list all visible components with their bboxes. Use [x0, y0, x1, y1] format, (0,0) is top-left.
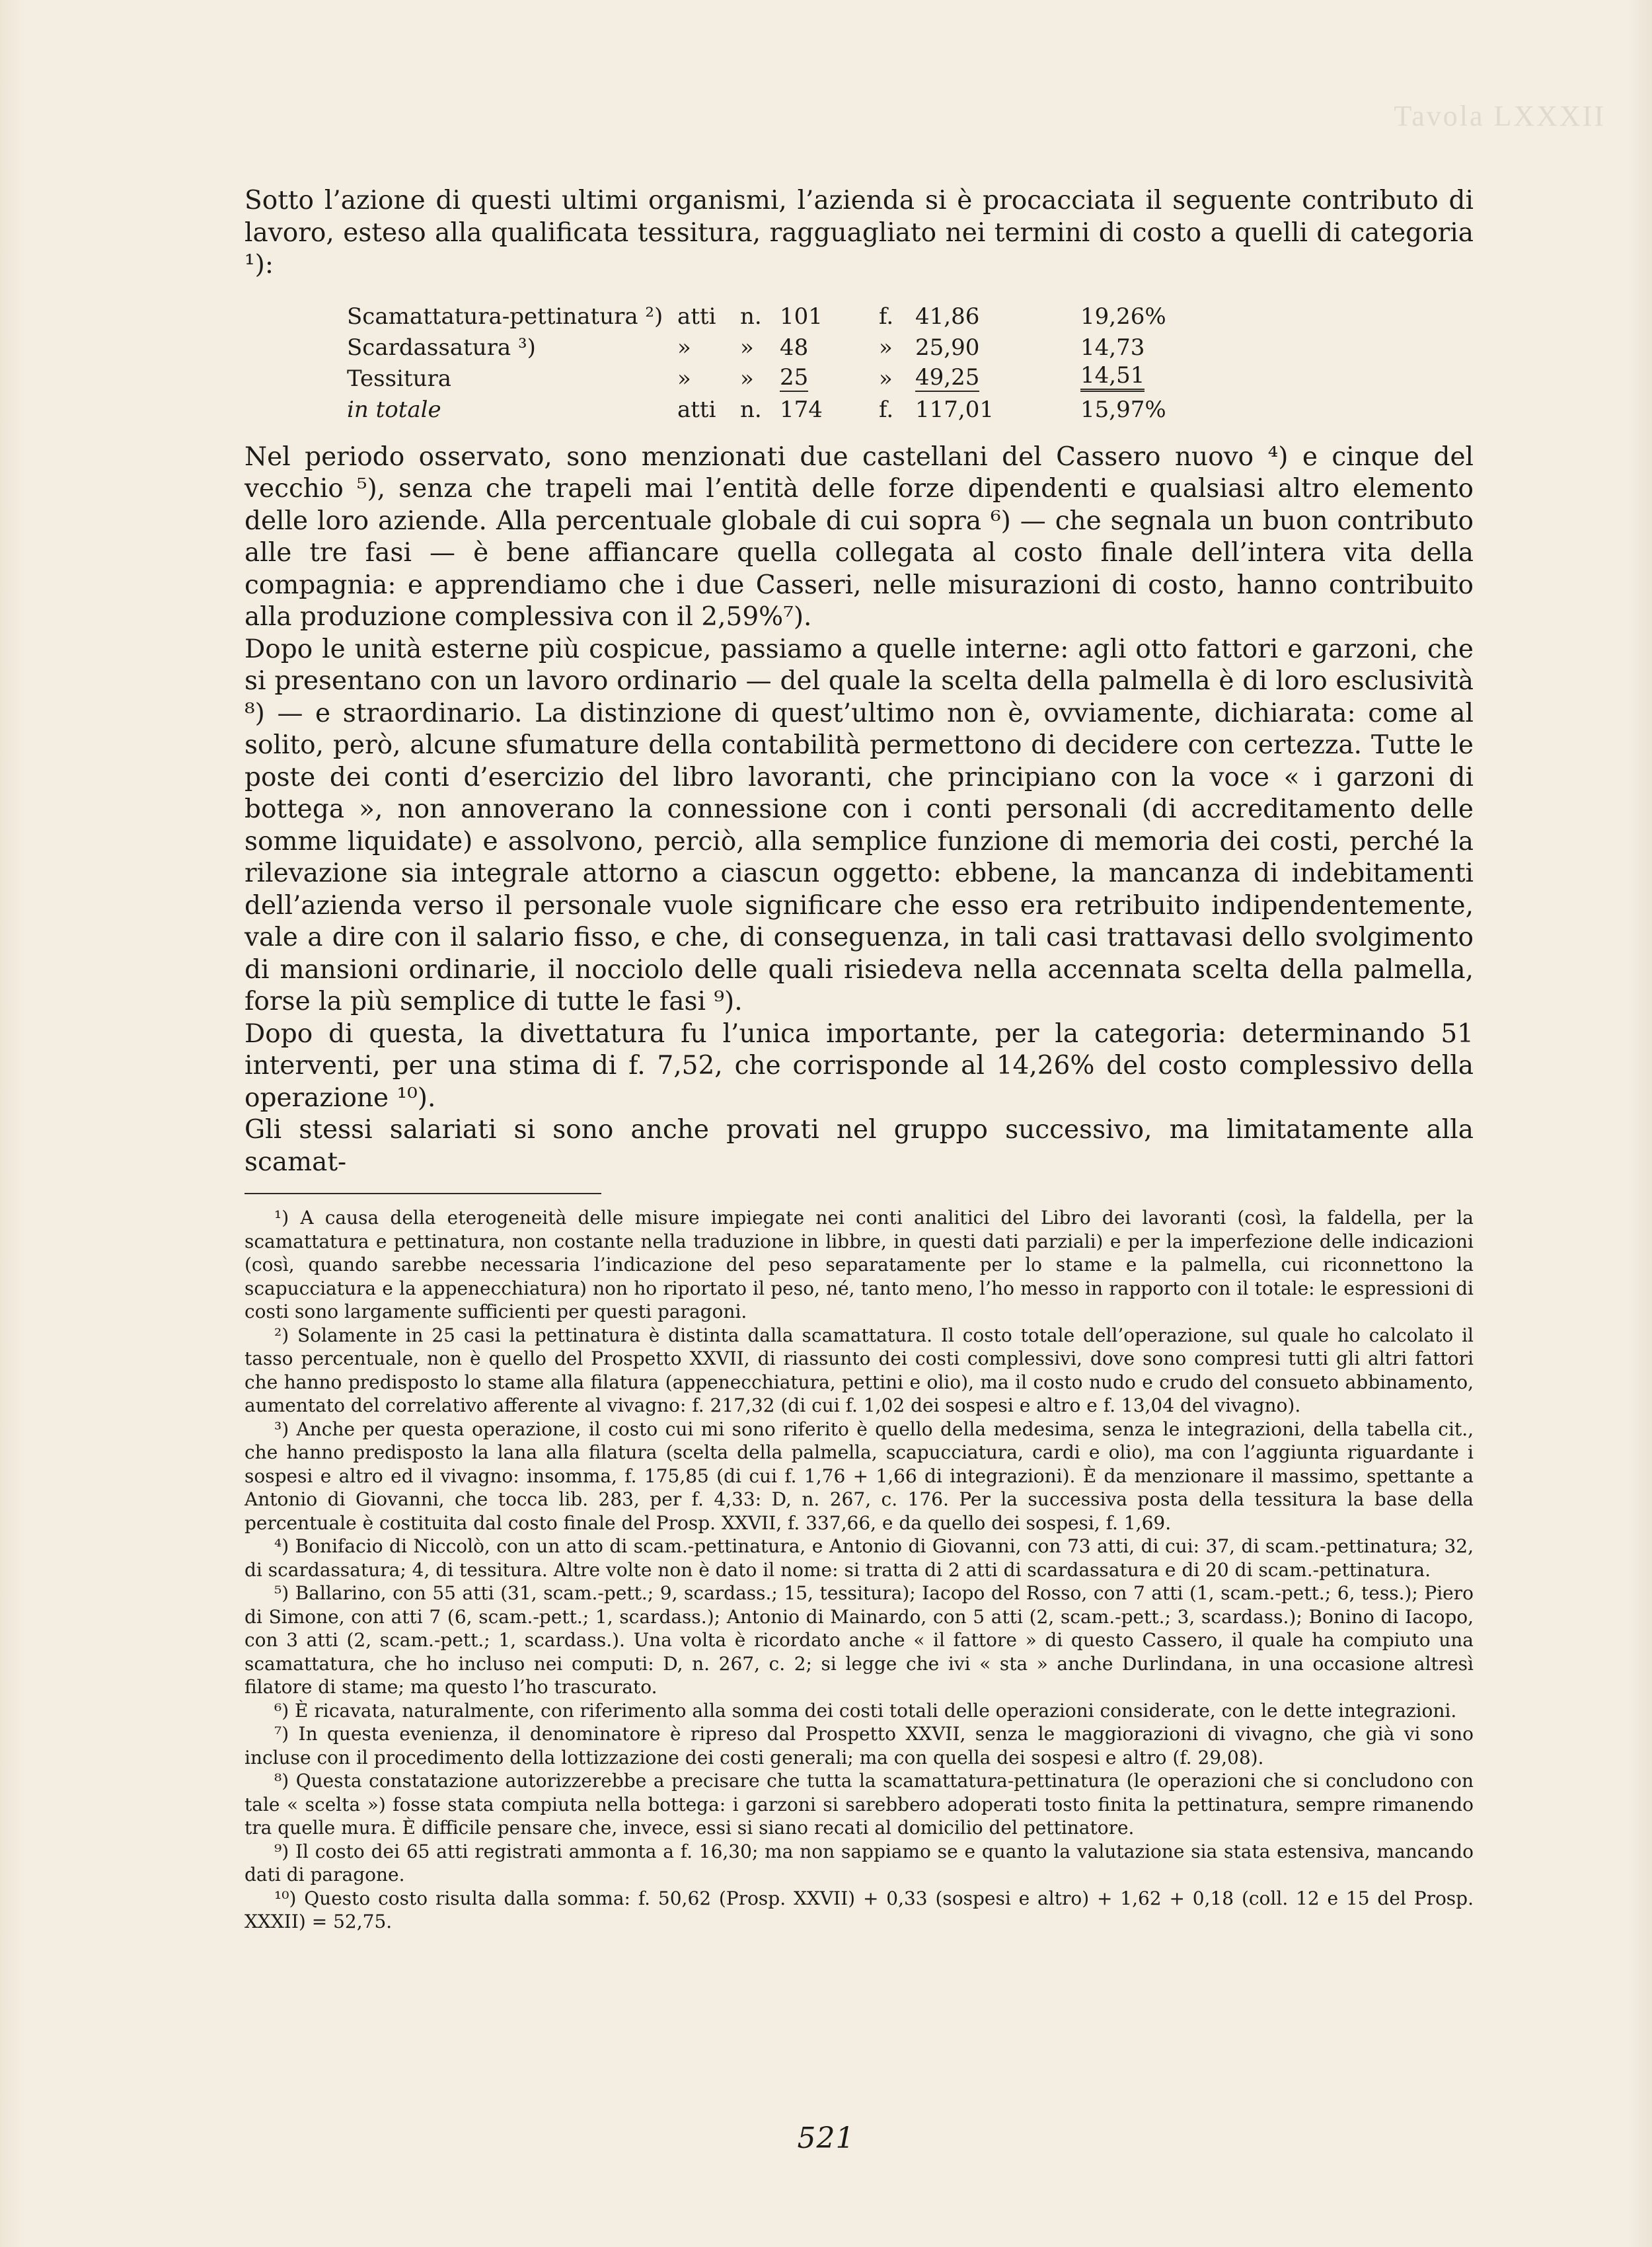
bleed-through-header: Tavola LXXXII: [1394, 100, 1606, 132]
footnote-4: ⁴) Bonifacio di Niccolò, con un atto di scam.-pettinatura, e Antonio di Giovanni, con 73 atti, di cui: 37, di scam.-pettinatura; 32, di scardassatura; 4, di tessitura. Altre volte non è dato il nome: si tratta di 2 atti di scardassatura e di 20 di scam.-pettinatura.: [244, 1535, 1474, 1581]
row-count: 25: [780, 363, 809, 391]
row-f: »: [879, 365, 893, 392]
row-count: 48: [780, 334, 809, 361]
footnote-7: ⁷) In questa evenienza, il denominatore è ripreso dal Prospetto XXVII, senza le maggiorazioni di vivagno, che già vi sono incluse con il procedimento della lottizzazione dei costi generali; ma con quella dei sospesi e altro (f. 29,08).: [244, 1723, 1474, 1769]
footnote-divider: [244, 1193, 601, 1194]
row-n: »: [740, 365, 754, 392]
row-atti: atti: [677, 303, 716, 330]
row-percent: 14,51: [1080, 362, 1145, 392]
table-row: [347, 361, 1199, 392]
total-amount: 117,01: [915, 396, 994, 423]
total-f: f.: [879, 396, 894, 423]
row-f: f.: [879, 303, 894, 330]
main-text: [244, 185, 1474, 1934]
row-n: »: [740, 334, 754, 361]
footnote-6: ⁶) È ricavata, naturalmente, con riferimento alla somma dei costi totali delle operazioni considerate, con le dette integrazioni.: [274, 1699, 1457, 1722]
row-name: Scardassatura ³): [347, 334, 536, 361]
row-amount: 41,86: [915, 303, 980, 330]
footnotes: [244, 1206, 1474, 1934]
row-atti: »: [677, 365, 691, 392]
footnote-1: ¹) A causa della eterogeneità delle misure impiegate nei conti analitici del Libro dei lavoranti (così, la faldella, per la scamattatura e pettinatura, non costante nella traduzione in libbre, in questi dati parziali) e per la imperfezione delle indicazioni (così, quando sarebbe necessaria l’indicazione del peso separatamente per lo stame e la palmella, cui riconnettono la scapucciatura e la appenecchiatura) non ho riportato il peso, né, tanto meno, l’ho messo in rapporto con il totale: le espressioni di costi sono largamente sufficienti per questi paragoni.: [244, 1207, 1474, 1322]
row-name: Scamattatura-pettinatura ²): [347, 303, 663, 330]
row-atti: »: [677, 334, 691, 361]
footnote-2: ²) Solamente in 25 casi la pettinatura è distinta dalla scamattatura. Il costo totale dell’operazione, sul quale ho calcolato il tasso percentuale, non è quello del Prospetto XXVII, di riassunto dei costi complessivi, dove sono compresi tutti gli altri fattori che hanno predisposto lo stame alla filatura (appenecchiatura, pettini e olio), ma il costo nudo e crudo del consueto abbinamento, aumentato del correlativo afferente al vivagno: f. 217,32 (di cui f. 1,02 dei sospesi e altro e f. 13,04 del vivagno).: [244, 1324, 1474, 1416]
total-percent: 15,97%: [1080, 396, 1166, 423]
paragraph-4: Dopo di questa, la divettatura fu l’unica importante, per la categoria: determinando 51 interventi, per una stima di f. 7,52, che corrisponde al 14,26% del costo complessivo della operazione ¹⁰).: [244, 1018, 1474, 1113]
table-total-row: [347, 392, 1199, 423]
row-count: 101: [780, 303, 823, 330]
table-row: [347, 299, 1199, 330]
row-percent: 14,73: [1080, 334, 1145, 361]
page-number: 521: [797, 2121, 855, 2155]
paragraph-1: Sotto l’azione di questi ultimi organismi, l’azienda si è procacciata il seguente contributo di lavoro, esteso alla qualificata tessitura, ragguagliato nei termini di costo a quelli di categoria ¹):: [244, 186, 1474, 280]
total-count: 174: [780, 396, 823, 423]
table-row: [347, 330, 1199, 361]
paragraph-5: Gli stessi salariati si sono anche provati nel gruppo successivo, ma limitatamente alla scamat-: [244, 1115, 1474, 1177]
row-percent: 19,26%: [1080, 303, 1166, 330]
row-n: n.: [740, 303, 762, 330]
footnote-3: ³) Anche per questa operazione, il costo cui mi sono riferito è quello della medesima, senza le integrazioni, della tabella cit., che hanno predisposto la lana alla filatura (scelta della palmella, scapucciatura, cardi e olio), ma con l’aggiunta riguardante i sospesi e altro ed il vivagno: insomma, f. 175,85 (di cui f. 1,76 + 1,66 di integrazioni). È da menzionare il massimo, spettante a Antonio di Giovanni, che tocca lib. 283, per f. 4,33: D, n. 267, c. 176. Per la successiva posta della tessitura la base della percentuale è costituita dal costo finale del Prosp. XXVII, f. 337,66, e da quello dei sospesi, f. 1,69.: [244, 1418, 1474, 1534]
row-f: »: [879, 334, 893, 361]
footnote-9: ⁹) Il costo dei 65 atti registrati ammonta a f. 16,30; ma non sappiamo se e quanto la valutazione sia stata estensiva, mancando dati di paragone.: [244, 1840, 1474, 1885]
row-name: Tessitura: [347, 365, 452, 392]
paragraph-3: Dopo le unità esterne più cospicue, passiamo a quelle interne: agli otto fattori e garzoni, che si presentano con un lavoro ordinario — del quale la scelta della palmella è di loro esclusività ⁸) — e straordinario. La distinzione di quest’ultimo non è, ovviamente, dichiarata: come al solito, però, alcune sfumature della contabilità permettono di decidere con certezza. Tutte le poste dei conti d’esercizio del libro lavoranti, che principiano con la voce « i garzoni di bottega », non annoverano la connessione con i conti personali (di accreditamento delle somme liquidate) e assolvono, perciò, alla semplice funzione di memoria dei costi, perché la rilevazione sia integrale attorno a ciascun oggetto: ebbene, la mancanza di indebitamenti dell’azienda verso il personale vuole significare che esso era retribuito indipendentemente, vale a dire con il salario fisso, e che, di conseguenza, in tali casi trattavasi dello svolgimento di mansioni ordinarie, il nocciolo delle quali risiedeva nella accennata scelta della palmella, forse la più semplice di tutte le fasi ⁹).: [244, 634, 1474, 1016]
total-n: n.: [740, 396, 762, 423]
row-amount: 49,25: [915, 363, 980, 391]
footnote-10: ¹⁰) Questo costo risulta dalla somma: f. 50,62 (Prosp. XXVII) + 0,33 (sospesi e altro) + 1,62 + 0,18 (coll. 12 e 15 del Prosp. XXXII) = 52,75.: [244, 1887, 1474, 1932]
footnote-5: ⁵) Ballarino, con 55 atti (31, scam.-pett.; 9, scardass.; 15, tessitura); Iacopo del Rosso, con 7 atti (1, scam.-pett.; 6, tess.); Piero di Simone, con atti 7 (6, scam.-pett.; 1, scardass.); Antonio di Mainardo, con 5 atti (2, scam.-pett.; 3, scardass.); Bonino di Iacopo, con 3 atti (2, scam.-pett.; 1, scardass.). Una volta è ricordato anche « il fattore » di questo Cassero, il quale ha compiuto una scamattatura, che ho incluso nei computi: D, n. 267, c. 2; si legge che ivi « sta » anche Durlindana, in una occasione altresì filatore di stame; ma questo l’ho trascurato.: [244, 1582, 1474, 1698]
row-amount: 25,90: [915, 334, 980, 361]
total-atti: atti: [677, 396, 716, 423]
cost-table: [347, 299, 1199, 423]
footnote-8: ⁸) Questa constatazione autorizzerebbe a precisare che tutta la scamattatura-pettinatura (le operazioni che si concludono con tale « scelta ») fosse stata compiuta nella bottega: i garzoni si sarebbero adoperati tosto finita la pettinatura, sempre rimanendo tra quelle mura. È difficile pensare che, invece, essi si siano recati al domicilio del pettinatore.: [244, 1770, 1474, 1839]
total-label: in totale: [347, 396, 441, 423]
paragraph-2: Nel periodo osservato, sono menzionati due castellani del Cassero nuovo ⁴) e cinque del vecchio ⁵), senza che trapeli mai l’entità delle forze dipendenti e qualsiasi altro elemento delle loro aziende. Alla percentuale globale di cui sopra ⁶) — che segnala un buon contributo alle tre fasi — è bene affiancare quella collegata al costo finale dell’intera vita della compagnia: e apprendiamo che i due Casseri, nelle misurazioni di costo, hanno contribuito alla produzione complessiva con il 2,59%⁷).: [244, 441, 1474, 632]
